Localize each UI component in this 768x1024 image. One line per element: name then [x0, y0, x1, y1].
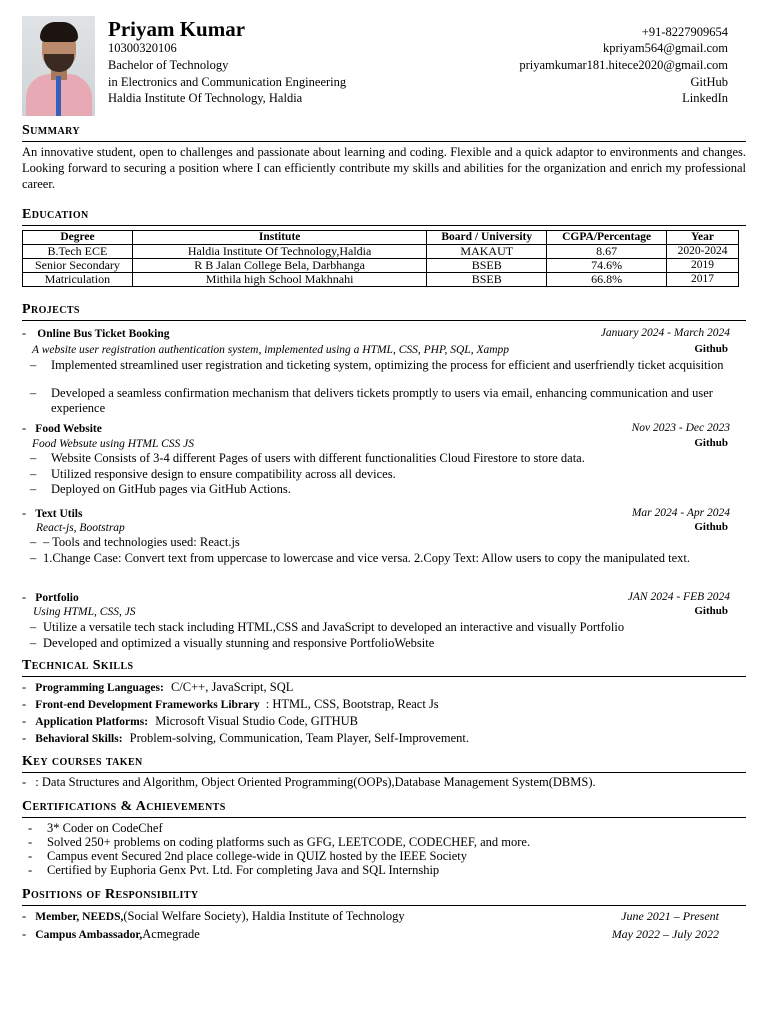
table-row	[23, 245, 739, 259]
skills-heading: Technical Skills	[22, 658, 746, 677]
table-header-row	[23, 231, 739, 245]
table-cell: 2020-2024	[667, 245, 739, 259]
project-desc-row	[22, 342, 730, 358]
table-cell: Matriculation	[23, 273, 133, 287]
list-item: - Certified by Euphoria Genx Pvt. Ltd. For completing Java and SQL Internship	[28, 863, 440, 877]
list-item: – Deployed on GitHub pages via GitHub Actions.	[30, 482, 291, 496]
projects-heading: Projects	[22, 302, 746, 321]
list-item: – 1.Change Case: Convert text from uppercase to lowercase and vice versa. 2.Copy Text: Allow users to copy the manipulated text.	[30, 551, 690, 565]
phone-number: +91-8227909654	[641, 25, 728, 39]
project-title-row	[22, 421, 730, 437]
bullet-dash: -	[22, 590, 27, 604]
skill-label: Programming Languages:	[35, 682, 164, 694]
table-cell: BSEB	[427, 259, 547, 273]
skill-value: Problem-solving, Communication, Team Player, Self-Improvement.	[129, 731, 469, 745]
project-date: Mar 2024 - Apr 2024	[631, 507, 730, 519]
skill-row: - Programming Languages: C/C++, JavaScript, SQL	[22, 680, 294, 694]
email-link-secondary[interactable]: priyamkumar181.hitece2020@gmail.com	[519, 58, 728, 72]
candidate-name: Priyam Kumar	[108, 17, 246, 41]
position-row: - Member, NEEDS,(Social Welfare Society), Haldia Institute of Technology June 2021 – Present	[22, 909, 719, 923]
table-cell: MAKAUT	[427, 245, 547, 259]
table-cell: B.Tech ECE	[23, 245, 133, 259]
position-detail: Acmegrade	[142, 927, 200, 941]
table-row	[23, 259, 739, 273]
project-desc-row	[22, 520, 730, 536]
list-item: – Developed and optimized a visually stunning and responsive PortfolioWebsite	[30, 636, 435, 650]
positions-heading: Positions of Responsibility	[22, 887, 746, 906]
project-github-link[interactable]: Github	[694, 437, 728, 449]
project-github-link[interactable]: Github	[694, 605, 728, 617]
profile-photo	[22, 16, 95, 116]
list-item: – Developed a seamless confirmation mechanism that delivers tickets promptly to users via email, enhancing communication and user experience	[30, 386, 713, 415]
list-item: – Utilize a versatile tech stack including HTML,CSS and JavaScript to developed an interactive and visually Portfolio	[30, 620, 625, 634]
project-title: Online Bus Ticket Booking	[37, 328, 170, 340]
column-header: Year	[667, 231, 739, 245]
project-description: Using HTML, CSS, JS	[33, 606, 136, 618]
position-row: - Campus Ambassador,Acmegrade May 2022 – July 2022	[22, 927, 719, 941]
table-cell: 2019	[667, 259, 739, 273]
column-header: Board / University	[427, 231, 547, 245]
email-link[interactable]: kpriyam564@gmail.com	[602, 41, 728, 55]
table-cell: 2017	[667, 273, 739, 287]
project-desc-row	[22, 436, 730, 452]
table-cell: Mithila high School Makhnahi	[132, 273, 426, 287]
list-item: – Utilized responsive design to ensure compatibility across all devices.	[30, 467, 396, 481]
list-item: - 3* Coder on CodeChef	[28, 821, 163, 835]
skill-row: - Application Platforms: Microsoft Visual Studio Code, GITHUB	[22, 714, 359, 728]
linkedin-link[interactable]: LinkedIn	[682, 91, 728, 105]
summary-heading: Summary	[22, 123, 746, 142]
skill-value: C/C++, JavaScript, SQL	[170, 680, 294, 694]
table-cell: 66.8%	[547, 273, 667, 287]
certifications-heading: Certifications & Achievements	[22, 799, 746, 818]
bullet-dash: -	[22, 506, 27, 520]
project-desc-row	[22, 604, 730, 620]
table-row	[23, 273, 739, 287]
bullet-dash: -	[22, 326, 27, 340]
courses-heading: Key courses taken	[22, 754, 746, 773]
project-github-link[interactable]: Github	[694, 343, 728, 355]
skill-value: Microsoft Visual Studio Code, GITHUB	[155, 714, 359, 728]
github-link[interactable]: GitHub	[690, 75, 728, 89]
project-date: JAN 2024 - FEB 2024	[627, 591, 730, 603]
education-table	[22, 230, 739, 287]
project-date: January 2024 - March 2024	[600, 327, 730, 339]
position-role: Campus Ambassador,	[35, 929, 143, 941]
skill-label: Front-end Development Frameworks Library	[35, 699, 260, 711]
college: Haldia Institute Of Technology, Haldia	[108, 91, 303, 105]
skill-label: Behavioral Skills:	[35, 733, 123, 745]
courses-row: - : Data Structures and Algorithm, Object Oriented Programming(OOPs),Database Management System(DBMS).	[22, 775, 596, 789]
project-description: React-js, Bootstrap	[36, 522, 125, 534]
list-item: – Website Consists of 3-4 different Pages of users with different functionalities Cloud Firestore to store data.	[30, 451, 585, 465]
column-header: Degree	[23, 231, 133, 245]
table-cell: Senior Secondary	[23, 259, 133, 273]
project-title: Food Website	[35, 423, 102, 435]
skill-row: - Front-end Development Frameworks Library : HTML, CSS, Bootstrap, React Js	[22, 697, 439, 711]
list-item: - Solved 250+ problems on coding platforms such as GFG, LEETCODE, CODECHEF, and more.	[28, 835, 531, 849]
table-cell: Haldia Institute Of Technology,Haldia	[132, 245, 426, 259]
project-date: Nov 2023 - Dec 2023	[631, 422, 730, 434]
position-date: May 2022 – July 2022	[611, 927, 719, 941]
position-date: June 2021 – Present	[621, 909, 719, 923]
roll-number: 10300320106	[108, 41, 177, 55]
summary-text: An innovative student, open to challenges and passionate about learning and coding. Flexible and a quick adaptor to environments and changes. Looking forward to securing a position where I can efficiently contribute my skills and abilities for the organization and enrich my professional career.	[22, 145, 746, 191]
courses-text: : Data Structures and Algorithm, Object Oriented Programming(OOPs),Database Management System(DBMS).	[35, 775, 596, 789]
table-cell: R B Jalan College Bela, Darbhanga	[132, 259, 426, 273]
position-role: Member, NEEDS,	[35, 911, 124, 923]
project-github-link[interactable]: Github	[694, 521, 728, 533]
degree: Bachelor of Technology	[108, 58, 229, 72]
list-item: - Campus event Secured 2nd place college-wide in QUIZ hosted by the IEEE Society	[28, 849, 468, 863]
list-item: – – Tools and technologies used: React.js	[30, 535, 240, 549]
project-title-row	[22, 326, 730, 342]
project-description: A website user registration authentication system, implemented using a HTML, CSS, PHP, SQL, Xampp	[32, 344, 510, 356]
project-title: Portfolio	[35, 592, 79, 604]
table-cell: BSEB	[427, 273, 547, 287]
position-detail: (Social Welfare Society), Haldia Institute of Technology	[123, 909, 405, 923]
skill-value: : HTML, CSS, Bootstrap, React Js	[265, 697, 439, 711]
project-title: Text Utils	[35, 508, 83, 520]
column-header: Institute	[132, 231, 426, 245]
skill-row: - Behavioral Skills: Problem-solving, Communication, Team Player, Self-Improvement.	[22, 731, 469, 745]
table-cell: 8.67	[547, 245, 667, 259]
branch: in Electronics and Communication Engineering	[108, 75, 347, 89]
column-header: CGPA/Percentage	[547, 231, 667, 245]
list-item: – Implemented streamlined user registration and ticketing system, optimizing the process for efficient and userfriendly ticket acquisition	[30, 358, 724, 372]
skill-label: Application Platforms:	[35, 716, 149, 728]
table-cell: 74.6%	[547, 259, 667, 273]
bullet-dash: -	[22, 421, 27, 435]
project-description: Food Websute using HTML CSS JS	[32, 438, 194, 450]
education-heading: Education	[22, 207, 746, 226]
